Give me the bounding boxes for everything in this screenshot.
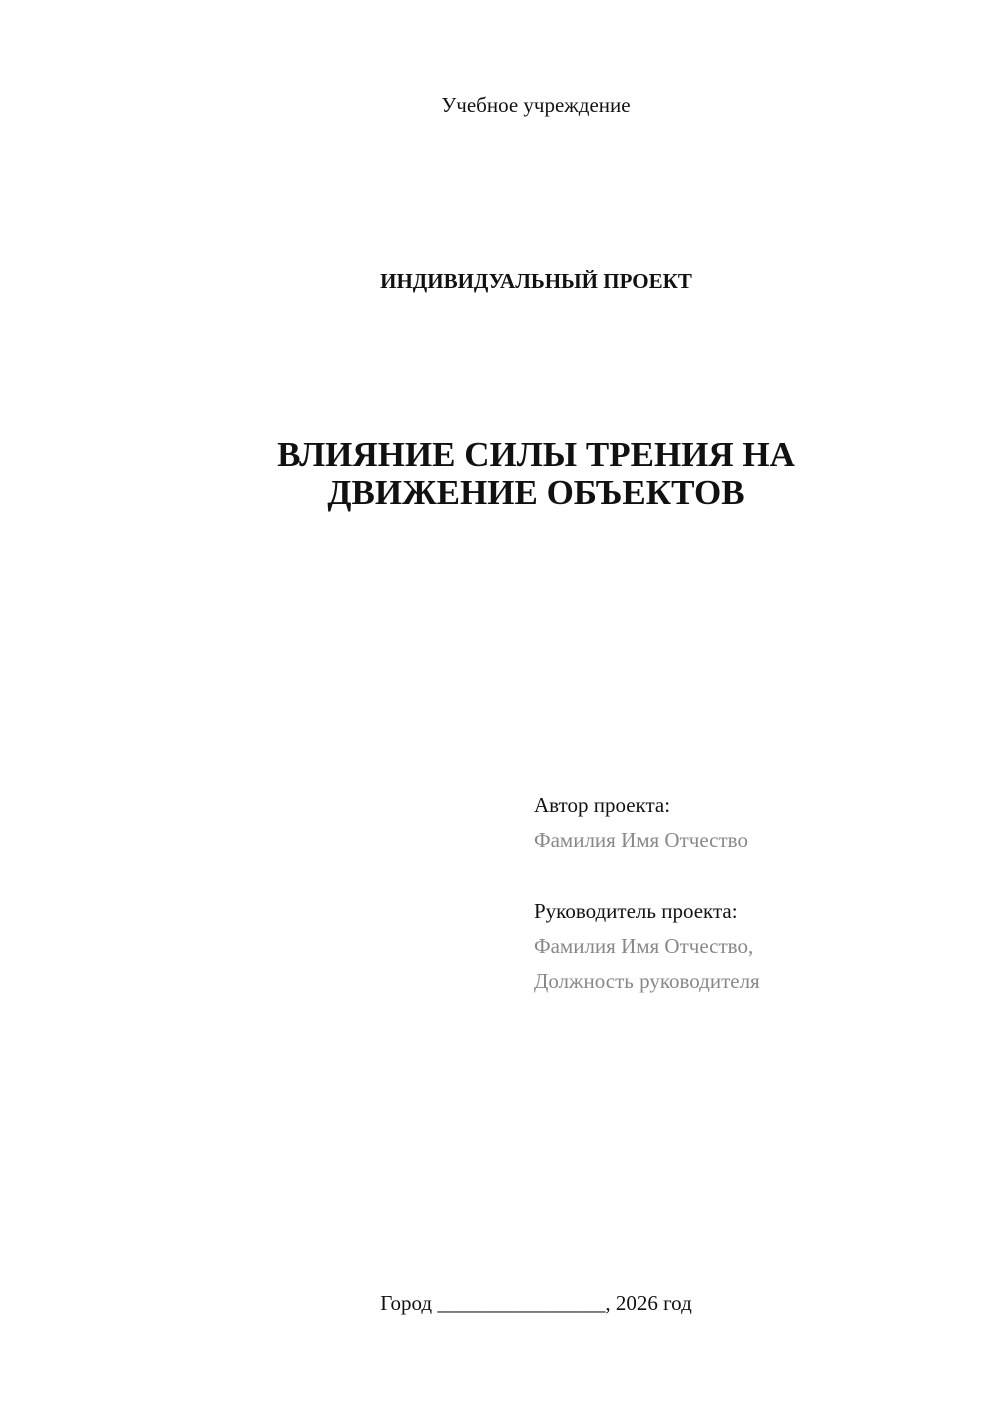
project-title-line-1: ВЛИЯНИЕ СИЛЫ ТРЕНИЯ НА [277,435,795,474]
spacer [534,858,760,894]
project-title [0,436,1000,512]
author-name: Фамилия Имя Отчество [534,828,748,852]
supervisor-position: Должность руководителя [534,969,760,993]
supervisor-name: Фамилия Имя Отчество, [534,934,754,958]
supervisor-label: Руководитель проекта: [534,899,738,923]
institution-name: Учебное учреждение [441,93,631,117]
project-title-line-2: ДВИЖЕНИЕ ОБЪЕКТОВ [327,473,745,512]
author-label: Автор проекта: [534,793,671,817]
project-info-block [534,788,760,999]
city-year-footer: Город ________________, 2026 год [380,1291,692,1315]
project-type-heading: ИНДИВИДУАЛЬНЫЙ ПРОЕКТ [380,269,692,293]
